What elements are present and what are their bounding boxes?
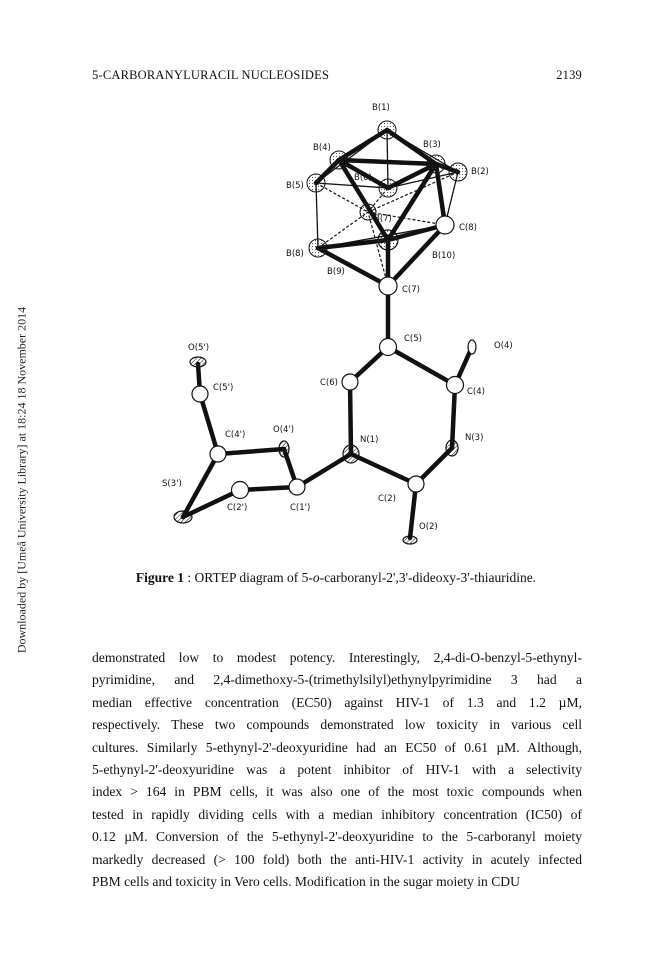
body-line: cultures. Similarly 5-ethynyl-2'-deoxyuridine had an EC50 of 0.61 µM. Although, xyxy=(92,739,582,755)
body-line: PBM cells and toxicity in Vero cells. Modification in the sugar moiety in CDU xyxy=(92,874,520,890)
label-b2: B(2) xyxy=(471,167,489,177)
label-b8: B(8) xyxy=(286,249,304,259)
body-line: 5-ethynyl-2'-deoxyuridine was a potent inhibitor of HIV-1 with a selectivity xyxy=(92,762,582,778)
label-c1p: C(1') xyxy=(290,503,311,513)
molecule-bonds xyxy=(183,286,472,538)
label-b5: B(5) xyxy=(286,181,304,191)
label-o4p: O(4') xyxy=(273,425,295,435)
label-o5p: O(5') xyxy=(188,343,210,353)
body-line: respectively. These two compounds demonstrated low toxicity in various cell xyxy=(92,717,582,733)
label-b4: B(4) xyxy=(313,143,331,153)
label-n3: N(3) xyxy=(465,433,484,443)
label-b9: B(9) xyxy=(327,267,345,277)
label-s3p: S(3') xyxy=(162,479,182,489)
label-c5: C(5) xyxy=(404,334,422,344)
figure-caption xyxy=(0,570,672,586)
label-b3: B(3) xyxy=(423,140,441,150)
label-c8: C(8) xyxy=(459,223,477,233)
label-b1: B(1) xyxy=(372,103,390,113)
page-number: 2139 xyxy=(556,68,582,82)
body-line: pyrimidine, and 2,4-dimethoxy-5-(trimethylsilyl)ethynylpyrimidine 3 had a xyxy=(92,672,582,688)
label-b7: B(7) xyxy=(374,214,392,224)
body-line: markedly decreased (> 100 fold) both the anti-HIV-1 activity in acutely infected xyxy=(92,851,582,867)
running-head-title: 5-CARBORANYLURACIL NUCLEOSIDES xyxy=(92,68,330,82)
caption-italic: o xyxy=(312,570,320,585)
label-c4: C(4) xyxy=(467,387,485,397)
label-o4: O(4) xyxy=(494,341,513,351)
label-c6: C(6) xyxy=(320,378,338,388)
body-paragraph xyxy=(92,647,582,893)
label-b6: B(6) xyxy=(354,173,372,183)
label-o2: O(2) xyxy=(419,522,438,532)
body-line: demonstrated low to modest potency. Interestingly, 2,4-di-O-benzyl-5-ethynyl- xyxy=(92,650,582,665)
download-watermark: Downloaded by [Umeå University Library] at 18:24 18 November 2014 xyxy=(14,306,29,654)
body-line: 0.12 µM. Conversion of the 5-ethynyl-2'-deoxyuridine to the 5-carboranyl moiety xyxy=(92,829,582,845)
label-c5p: C(5') xyxy=(213,383,234,393)
body-line: index > 164 in PBM cells, it was also one of the most toxic compounds when xyxy=(92,784,582,800)
body-line: tested in rapidly dividing cells with a median inhibitory concentration (IC50) of xyxy=(92,806,582,822)
label-c4p: C(4') xyxy=(225,430,246,440)
ortep-diagram xyxy=(140,92,540,562)
caption-text-2: -carboranyl-2',3'-dideoxy-3'-thiauridine. xyxy=(319,570,537,585)
caption-text-1: : ORTEP diagram of 5- xyxy=(184,570,313,585)
label-n1: N(1) xyxy=(360,435,379,445)
label-b10: B(10) xyxy=(432,251,456,261)
label-c7: C(7) xyxy=(402,285,420,295)
figure-label: Figure 1 xyxy=(135,570,185,585)
body-line: median effective concentration (EC50) against HIV-1 of 1.3 and 1.2 µM, xyxy=(92,694,582,710)
label-c2: C(2) xyxy=(378,494,396,504)
label-c2p: C(2') xyxy=(227,503,248,513)
